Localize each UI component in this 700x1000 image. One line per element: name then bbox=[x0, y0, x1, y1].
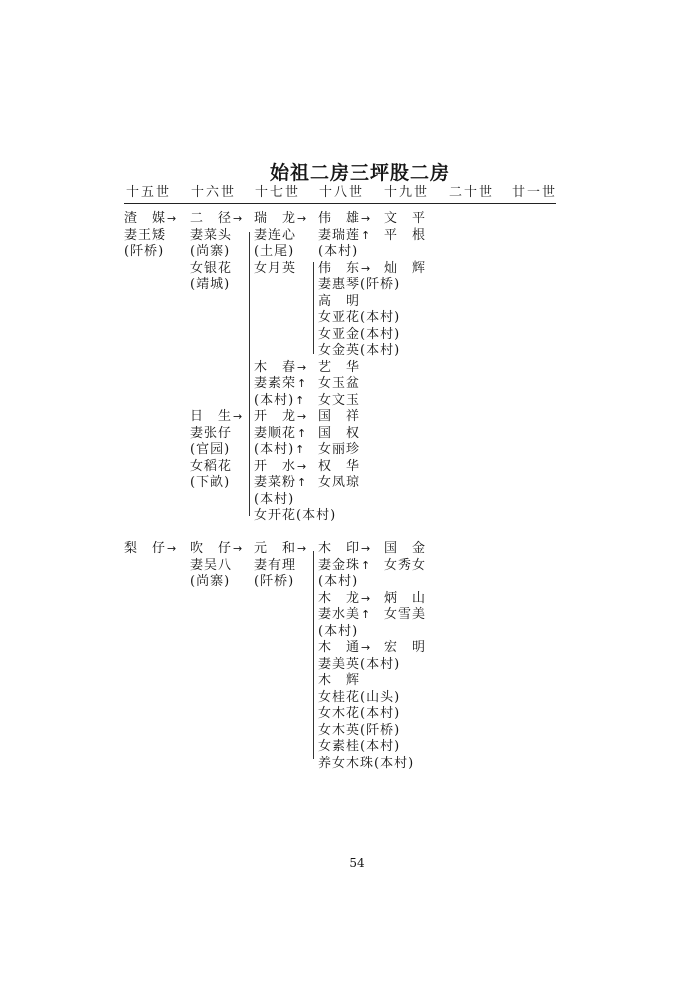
entry-line bbox=[190, 244, 230, 260]
arrow-right-icon: → bbox=[361, 542, 372, 555]
entry-line bbox=[318, 409, 360, 425]
generation-header-19: 十九世 bbox=[384, 185, 430, 200]
entry-name: 炳 山 bbox=[384, 590, 427, 606]
entry-name: (本村) bbox=[254, 392, 295, 408]
entry-line bbox=[190, 211, 243, 227]
entry-name: 木 辉 bbox=[318, 673, 361, 688]
entry-line bbox=[190, 574, 230, 590]
arrow-up-icon: ↑ bbox=[295, 443, 306, 456]
entry-name: 妻吴八 bbox=[190, 557, 233, 573]
arrow-up-icon: ↑ bbox=[295, 393, 306, 407]
entry-line bbox=[254, 409, 307, 425]
entry-line bbox=[190, 228, 232, 244]
entry-line bbox=[318, 228, 371, 244]
entry-line bbox=[318, 459, 360, 475]
entry-name: 日 生 bbox=[190, 409, 233, 424]
entry-name: (本村) bbox=[318, 244, 359, 259]
entry-name: 女文玉 bbox=[318, 392, 361, 408]
generation-header-21: 廿一世 bbox=[512, 185, 558, 200]
entry-name: 女开花(本村) bbox=[254, 508, 337, 523]
entry-line bbox=[254, 426, 307, 442]
branch-line bbox=[249, 232, 250, 516]
entry-name: 妻王矮 bbox=[124, 227, 167, 243]
entry-name: (阡桥) bbox=[124, 244, 165, 259]
entry-name: (尚寨) bbox=[190, 244, 231, 259]
entry-name: 木 龙 bbox=[318, 590, 361, 606]
generation-header-18: 十八世 bbox=[319, 185, 365, 200]
entry-name: (本村) bbox=[254, 442, 295, 457]
entry-name: 女秀女 bbox=[384, 557, 427, 573]
arrow-right-icon: → bbox=[233, 542, 244, 555]
entry-line bbox=[124, 244, 164, 260]
arrow-up-icon: ↑ bbox=[361, 228, 372, 242]
branch-line bbox=[313, 551, 314, 759]
entry-line bbox=[124, 211, 177, 227]
entry-line bbox=[254, 244, 294, 260]
arrow-right-icon: → bbox=[167, 542, 178, 555]
entry-name: 女木英(阡桥) bbox=[318, 722, 401, 738]
entry-name: 女亚金(本村) bbox=[318, 326, 401, 342]
arrow-up-icon: ↑ bbox=[361, 558, 372, 572]
entry-line bbox=[384, 558, 426, 574]
entry-name: 国 祥 bbox=[318, 409, 361, 424]
entry-name: 妻有理 bbox=[254, 557, 297, 573]
entry-name: (本村) bbox=[254, 491, 295, 507]
entry-line bbox=[384, 211, 426, 227]
entry-name: 开 龙 bbox=[254, 409, 297, 424]
entry-line bbox=[190, 475, 230, 491]
entry-line bbox=[254, 211, 307, 227]
entry-name: (土尾) bbox=[254, 244, 295, 259]
entry-line bbox=[254, 442, 305, 458]
arrow-right-icon: → bbox=[233, 410, 244, 423]
entry-line bbox=[318, 541, 371, 557]
entry-name: 宏 明 bbox=[384, 640, 427, 655]
entry-line bbox=[318, 756, 414, 772]
entry-line bbox=[384, 607, 426, 623]
entry-line bbox=[318, 690, 400, 706]
entry-line bbox=[254, 228, 296, 244]
entry-line bbox=[318, 426, 360, 442]
arrow-up-icon: ↑ bbox=[297, 476, 308, 489]
entry-line bbox=[124, 541, 177, 557]
entry-name: 女素桂(本村) bbox=[318, 739, 401, 754]
entry-name: 瑞 龙 bbox=[254, 211, 297, 226]
entry-line bbox=[384, 541, 426, 557]
entry-line bbox=[318, 591, 371, 607]
entry-line bbox=[384, 228, 426, 244]
entry-line bbox=[384, 591, 426, 607]
entry-name: 妻美英(本村) bbox=[318, 656, 401, 672]
entry-line bbox=[254, 360, 307, 376]
page-number: 54 bbox=[349, 856, 365, 870]
entry-line bbox=[254, 475, 307, 491]
entry-name: 木 印 bbox=[318, 541, 361, 556]
entry-name: 妻水美 bbox=[318, 607, 361, 622]
entry-name: 女凤琼 bbox=[318, 475, 361, 490]
entry-line bbox=[254, 508, 336, 524]
entry-line bbox=[318, 640, 371, 656]
entry-line bbox=[190, 459, 232, 475]
entry-name: 文 平 bbox=[384, 211, 427, 226]
entry-name: (下畝) bbox=[190, 475, 231, 490]
arrow-right-icon: → bbox=[167, 212, 178, 225]
arrow-right-icon: → bbox=[361, 212, 372, 225]
arrow-right-icon: → bbox=[361, 261, 372, 275]
entry-line bbox=[318, 261, 371, 277]
entry-line bbox=[318, 294, 360, 310]
entry-line bbox=[254, 261, 296, 277]
entry-line bbox=[318, 277, 400, 293]
entry-name: 女月英 bbox=[254, 260, 297, 276]
entry-line bbox=[318, 673, 360, 689]
entry-line bbox=[318, 657, 400, 673]
entry-line bbox=[318, 624, 358, 640]
entry-line bbox=[254, 541, 307, 557]
entry-name: 灿 辉 bbox=[384, 260, 427, 276]
arrow-up-icon: ↑ bbox=[361, 608, 372, 621]
entry-line bbox=[384, 640, 426, 656]
entry-line bbox=[318, 723, 400, 739]
entry-line bbox=[318, 343, 400, 359]
entry-name: 平 根 bbox=[384, 227, 427, 243]
entry-name: 二 径 bbox=[190, 211, 233, 226]
entry-name: 伟 东 bbox=[318, 260, 361, 276]
entry-line bbox=[318, 393, 360, 409]
entry-name: 妻连心 bbox=[254, 227, 297, 243]
entry-line bbox=[318, 310, 400, 326]
entry-name: 女金英(本村) bbox=[318, 343, 401, 358]
entry-name: (尚寨) bbox=[190, 574, 231, 589]
entry-name: (本村) bbox=[318, 623, 359, 639]
entry-line bbox=[190, 409, 243, 425]
entry-line bbox=[318, 442, 360, 458]
entry-name: 妻素荣 bbox=[254, 376, 297, 391]
entry-name: 女银花 bbox=[190, 260, 233, 276]
entry-name: 妻菜头 bbox=[190, 227, 233, 243]
entry-name: (靖城) bbox=[190, 277, 231, 292]
entry-name: 女丽珍 bbox=[318, 442, 361, 457]
arrow-right-icon: → bbox=[297, 360, 308, 374]
entry-line bbox=[384, 261, 426, 277]
entry-line bbox=[318, 574, 358, 590]
entry-line bbox=[190, 541, 243, 557]
entry-name: 女稻花 bbox=[190, 458, 233, 474]
entry-name: 高 明 bbox=[318, 293, 361, 309]
arrow-right-icon: → bbox=[297, 459, 308, 473]
entry-line bbox=[318, 244, 358, 260]
entry-line bbox=[124, 228, 166, 244]
entry-name: 吹 仔 bbox=[190, 541, 233, 556]
entry-name: 国 金 bbox=[384, 541, 427, 556]
entry-name: (本村) bbox=[318, 574, 359, 589]
entry-line bbox=[190, 442, 230, 458]
entry-name: 妻张仔 bbox=[190, 425, 233, 441]
arrow-right-icon: → bbox=[361, 591, 372, 605]
entry-name: 妻金珠 bbox=[318, 557, 361, 573]
entry-name: 渣 媒 bbox=[124, 211, 167, 226]
entry-line bbox=[254, 574, 294, 590]
entry-name: 女玉盆 bbox=[318, 376, 361, 391]
entry-name: 木 春 bbox=[254, 359, 297, 375]
entry-line bbox=[318, 607, 371, 623]
arrow-right-icon: → bbox=[297, 542, 308, 555]
arrow-up-icon: ↑ bbox=[297, 377, 308, 390]
entry-line bbox=[254, 376, 307, 392]
branch-line bbox=[313, 262, 314, 354]
entry-line bbox=[254, 558, 296, 574]
entry-line bbox=[318, 376, 360, 392]
generation-header-17: 十七世 bbox=[255, 185, 301, 200]
generation-header-20: 二十世 bbox=[449, 185, 495, 200]
entry-name: 开 水 bbox=[254, 458, 297, 474]
arrow-up-icon: ↑ bbox=[297, 426, 308, 440]
entry-name: 国 权 bbox=[318, 425, 361, 441]
arrow-right-icon: → bbox=[297, 212, 308, 225]
entry-name: 伟 雄 bbox=[318, 211, 361, 226]
arrow-right-icon: → bbox=[297, 410, 308, 423]
entry-line bbox=[254, 393, 305, 409]
entry-name: 梨 仔 bbox=[124, 541, 167, 556]
entry-name: 元 和 bbox=[254, 541, 297, 556]
generation-header-15: 十五世 bbox=[126, 185, 172, 200]
entry-line bbox=[190, 426, 232, 442]
entry-line bbox=[318, 475, 360, 491]
entry-name: 权 华 bbox=[318, 458, 361, 474]
entry-name: (阡桥) bbox=[254, 574, 295, 589]
entry-line bbox=[190, 261, 232, 277]
entry-name: 妻瑞莲 bbox=[318, 227, 361, 243]
entry-name: 女桂花(山头) bbox=[318, 689, 401, 705]
entry-name: (官园) bbox=[190, 442, 231, 457]
entry-name: 妻菜粉 bbox=[254, 475, 297, 490]
entry-name: 妻顺花 bbox=[254, 425, 297, 441]
generation-header-16: 十六世 bbox=[191, 185, 237, 200]
entry-name: 女木花(本村) bbox=[318, 706, 401, 721]
entry-line bbox=[254, 492, 294, 508]
entry-line bbox=[318, 558, 371, 574]
arrow-right-icon: → bbox=[361, 641, 372, 654]
entry-line bbox=[318, 739, 400, 755]
entry-line bbox=[190, 277, 230, 293]
entry-name: 养女木珠(本村) bbox=[318, 755, 415, 771]
entry-name: 木 通 bbox=[318, 640, 361, 655]
entry-line bbox=[190, 558, 232, 574]
entry-name: 妻惠琴(阡桥) bbox=[318, 277, 401, 292]
entry-line bbox=[318, 706, 400, 722]
entry-name: 女亚花(本村) bbox=[318, 310, 401, 325]
entry-name: 女雪美 bbox=[384, 607, 427, 622]
arrow-right-icon: → bbox=[233, 212, 244, 225]
entry-name: 艺 华 bbox=[318, 359, 361, 375]
entry-line bbox=[318, 360, 360, 376]
page-title: 始祖二房三坪股二房 bbox=[269, 162, 450, 184]
entry-line bbox=[254, 459, 307, 475]
entry-line bbox=[318, 327, 400, 343]
entry-line bbox=[318, 211, 371, 227]
